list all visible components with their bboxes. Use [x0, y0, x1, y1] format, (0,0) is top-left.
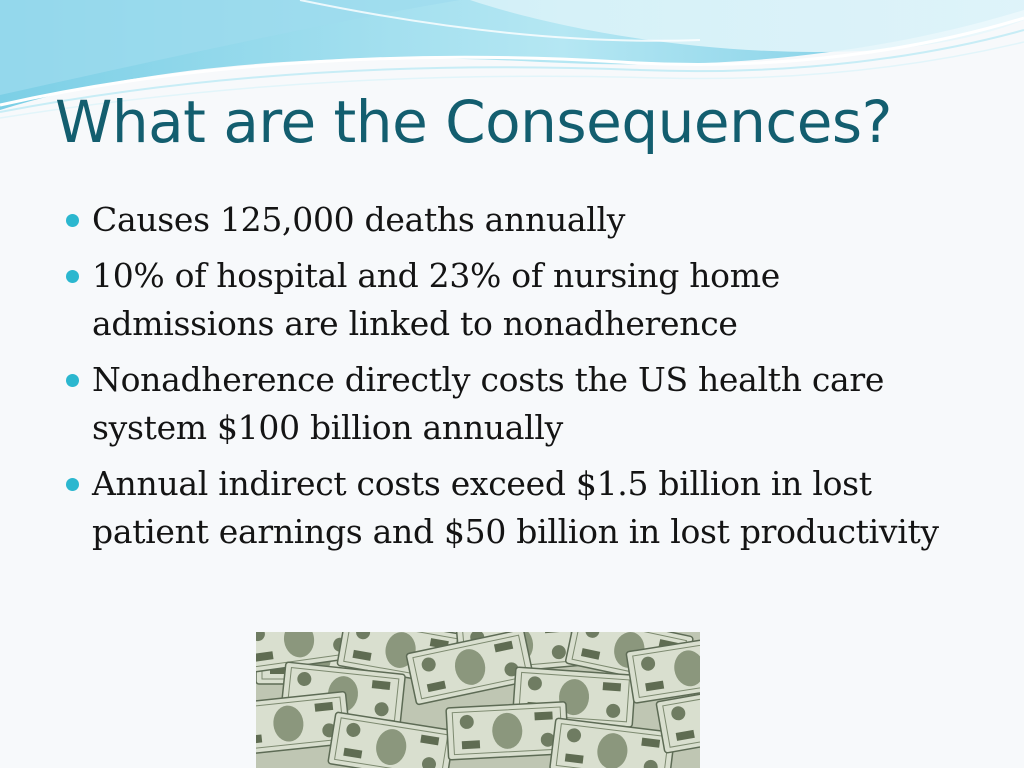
money-pile-image [256, 632, 700, 768]
bullet-list [62, 196, 962, 564]
money-bills-icon [256, 632, 700, 768]
slide-title: What are the Consequences? [55, 88, 892, 156]
bullet-item [62, 196, 962, 244]
bullet-text: Nonadherence directly costs the US health care system $100 billion annually [92, 360, 885, 447]
bullet-dot-icon [66, 374, 79, 387]
bullet-dot-icon [66, 478, 79, 491]
bullet-dot-icon [66, 270, 79, 283]
bullet-item [62, 356, 962, 452]
bullet-text: Causes 125,000 deaths annually [92, 200, 626, 239]
bullet-text: Annual indirect costs exceed $1.5 billion in lost patient earnings and $50 billion in lost productivity [92, 464, 939, 551]
bullet-item [62, 252, 962, 348]
bullet-dot-icon [66, 214, 79, 227]
bullet-text: 10% of hospital and 23% of nursing home admissions are linked to nonadherence [92, 256, 780, 343]
bullet-item [62, 460, 962, 556]
